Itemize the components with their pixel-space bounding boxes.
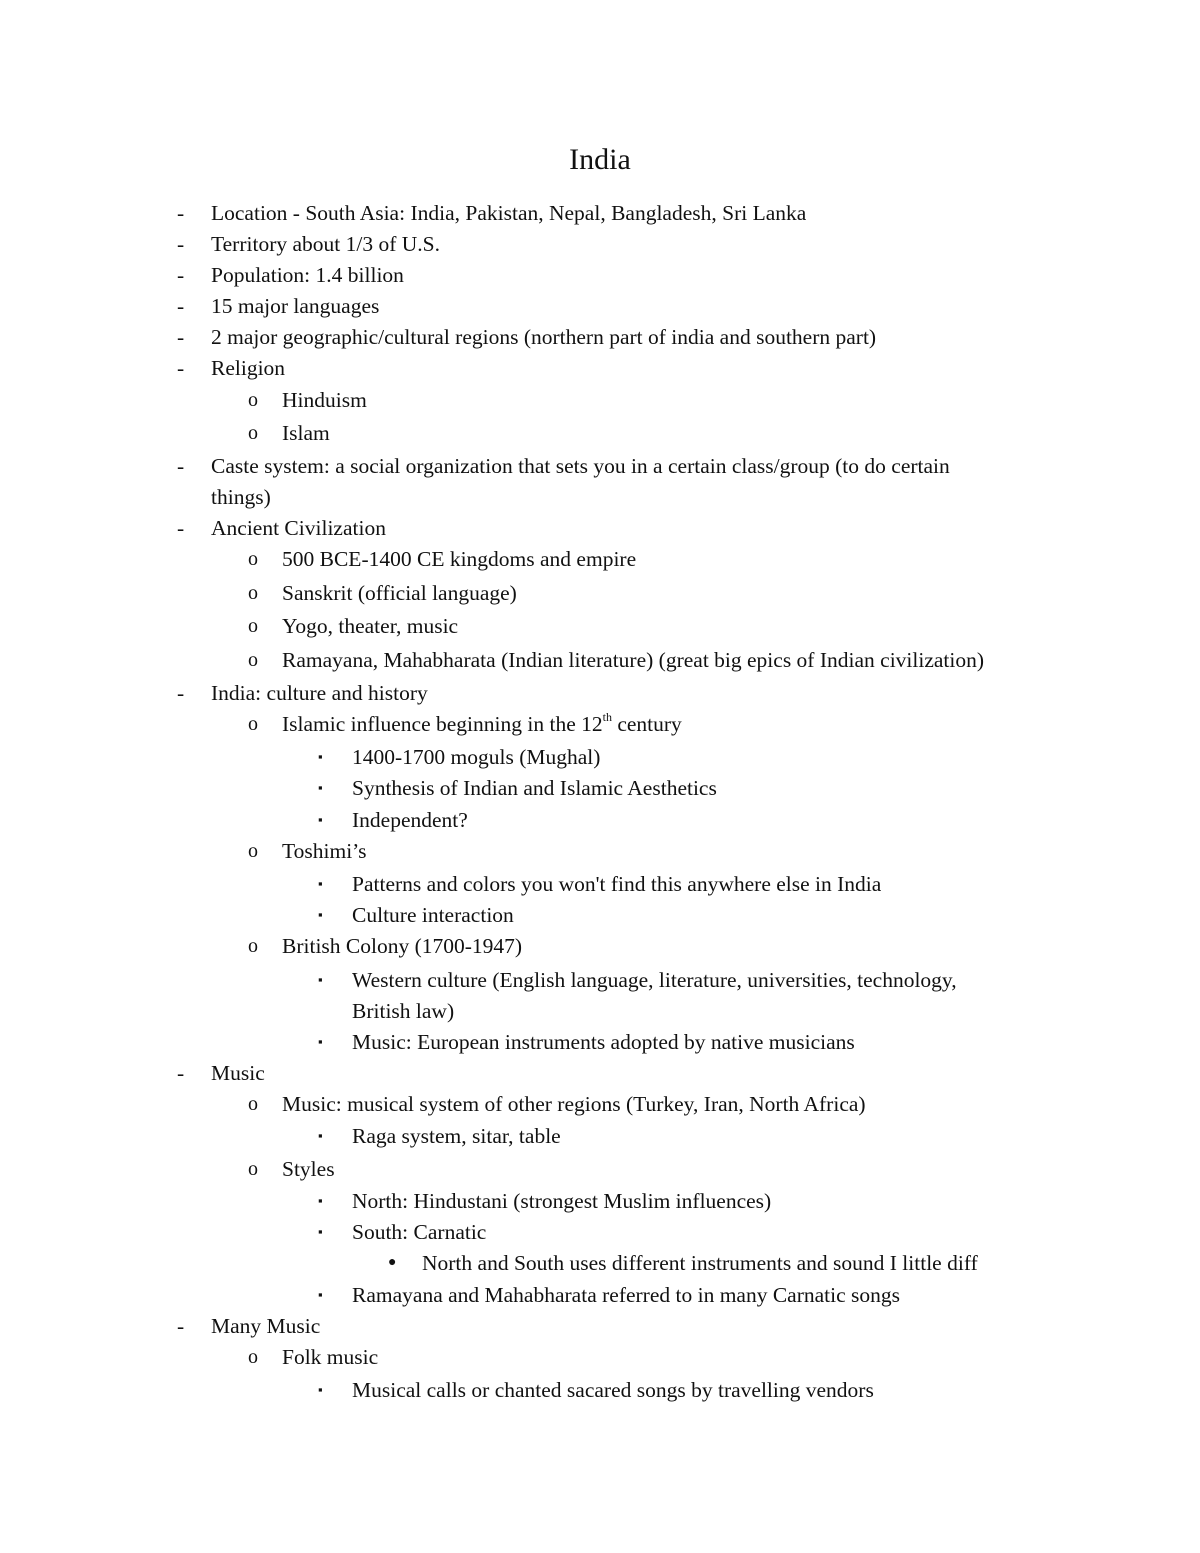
list-item: South: Carnatic <box>352 1220 487 1244</box>
square-bullet: ▪ <box>318 749 323 764</box>
dash-bullet: - <box>177 454 185 478</box>
list-item: Folk music <box>282 1345 379 1369</box>
circle-bullet: o <box>248 389 258 411</box>
list-item: Islam <box>282 421 330 445</box>
list-item: 500 BCE-1400 CE kingdoms and empire <box>282 547 637 571</box>
list-item: Territory about 1/3 of U.S. <box>211 232 440 256</box>
list-item: Sanskrit (official language) <box>282 581 517 605</box>
dash-bullet: - <box>177 1314 185 1338</box>
dash-bullet: - <box>177 516 185 540</box>
circle-bullet: o <box>248 840 258 862</box>
list-item: Many Music <box>211 1314 321 1338</box>
circle-bullet: o <box>248 582 258 604</box>
list-item: 1400-1700 moguls (Mughal) <box>352 745 601 769</box>
list-item: Independent? <box>352 808 468 832</box>
circle-bullet: o <box>248 649 258 671</box>
list-item: Culture interaction <box>352 903 514 927</box>
list-item: North: Hindustani (strongest Muslim influences) <box>352 1189 772 1213</box>
dash-bullet: - <box>177 232 185 256</box>
list-item: Ramayana and Mahabharata referred to in many Carnatic songs <box>352 1283 901 1307</box>
dash-bullet: - <box>177 1061 185 1085</box>
square-bullet: ▪ <box>318 972 323 987</box>
list-item-text: Islamic influence beginning in the 12 <box>282 712 603 736</box>
list-item: North and South uses different instruments and sound I little diff <box>422 1251 978 1275</box>
list-item: India: culture and history <box>211 681 428 705</box>
list-item: Western culture (English language, literature, universities, technology, <box>352 968 957 992</box>
list-item: Population: 1.4 billion <box>211 263 404 287</box>
list-item: Synthesis of Indian and Islamic Aesthetics <box>352 776 717 800</box>
list-item: 15 major languages <box>211 294 380 318</box>
dash-bullet: - <box>177 294 185 318</box>
list-item-continuation: British law) <box>352 999 455 1023</box>
list-item: British Colony (1700-1947) <box>282 934 523 958</box>
list-item: Musical calls or chanted sacared songs by travelling vendors <box>352 1378 874 1402</box>
circle-bullet: o <box>248 422 258 444</box>
circle-bullet: o <box>248 1158 258 1180</box>
list-item: 2 major geographic/cultural regions (northern part of india and southern part) <box>211 325 877 349</box>
dash-bullet: - <box>177 681 185 705</box>
circle-bullet: o <box>248 935 258 957</box>
circle-bullet: o <box>248 713 258 735</box>
list-item: Location - South Asia: India, Pakistan, Nepal, Bangladesh, Sri Lanka <box>211 201 807 225</box>
list-item: Music <box>211 1061 265 1085</box>
list-item: Hinduism <box>282 388 367 412</box>
list-item <box>282 709 682 739</box>
dash-bullet: - <box>177 201 185 225</box>
list-item: Caste system: a social organization that sets you in a certain class/group (to do certain <box>211 454 950 478</box>
list-item: Music: musical system of other regions (Turkey, Iran, North Africa) <box>282 1092 866 1116</box>
dash-bullet: - <box>177 263 185 287</box>
circle-bullet: o <box>248 548 258 570</box>
square-bullet: ▪ <box>318 876 323 891</box>
list-item: Patterns and colors you won't find this anywhere else in India <box>352 872 882 896</box>
list-item: Styles <box>282 1157 335 1181</box>
page-title: India <box>569 143 631 176</box>
square-bullet: ▪ <box>318 1382 323 1397</box>
dash-bullet: - <box>177 325 185 349</box>
dash-bullet: - <box>177 356 185 380</box>
list-item: Raga system, sitar, table <box>352 1124 561 1148</box>
list-item: Yogo, theater, music <box>282 614 459 638</box>
square-bullet: ▪ <box>318 907 323 922</box>
square-bullet: ▪ <box>318 1128 323 1143</box>
list-item: Ancient Civilization <box>211 516 386 540</box>
list-item-text: century <box>611 712 682 736</box>
dot-bullet: ● <box>388 1255 397 1270</box>
square-bullet: ▪ <box>318 1193 323 1208</box>
list-item: Religion <box>211 356 286 380</box>
list-item: Toshimi’s <box>282 839 367 863</box>
list-item-continuation: things) <box>211 485 271 509</box>
square-bullet: ▪ <box>318 780 323 795</box>
list-item: Music: European instruments adopted by native musicians <box>352 1030 855 1054</box>
square-bullet: ▪ <box>318 812 323 827</box>
circle-bullet: o <box>248 615 258 637</box>
circle-bullet: o <box>248 1346 258 1368</box>
square-bullet: ▪ <box>318 1287 323 1302</box>
circle-bullet: o <box>248 1093 258 1115</box>
list-item: Ramayana, Mahabharata (Indian literature) (great big epics of Indian civilization) <box>282 648 985 672</box>
superscript: th <box>602 709 612 724</box>
square-bullet: ▪ <box>318 1034 323 1049</box>
square-bullet: ▪ <box>318 1224 323 1239</box>
